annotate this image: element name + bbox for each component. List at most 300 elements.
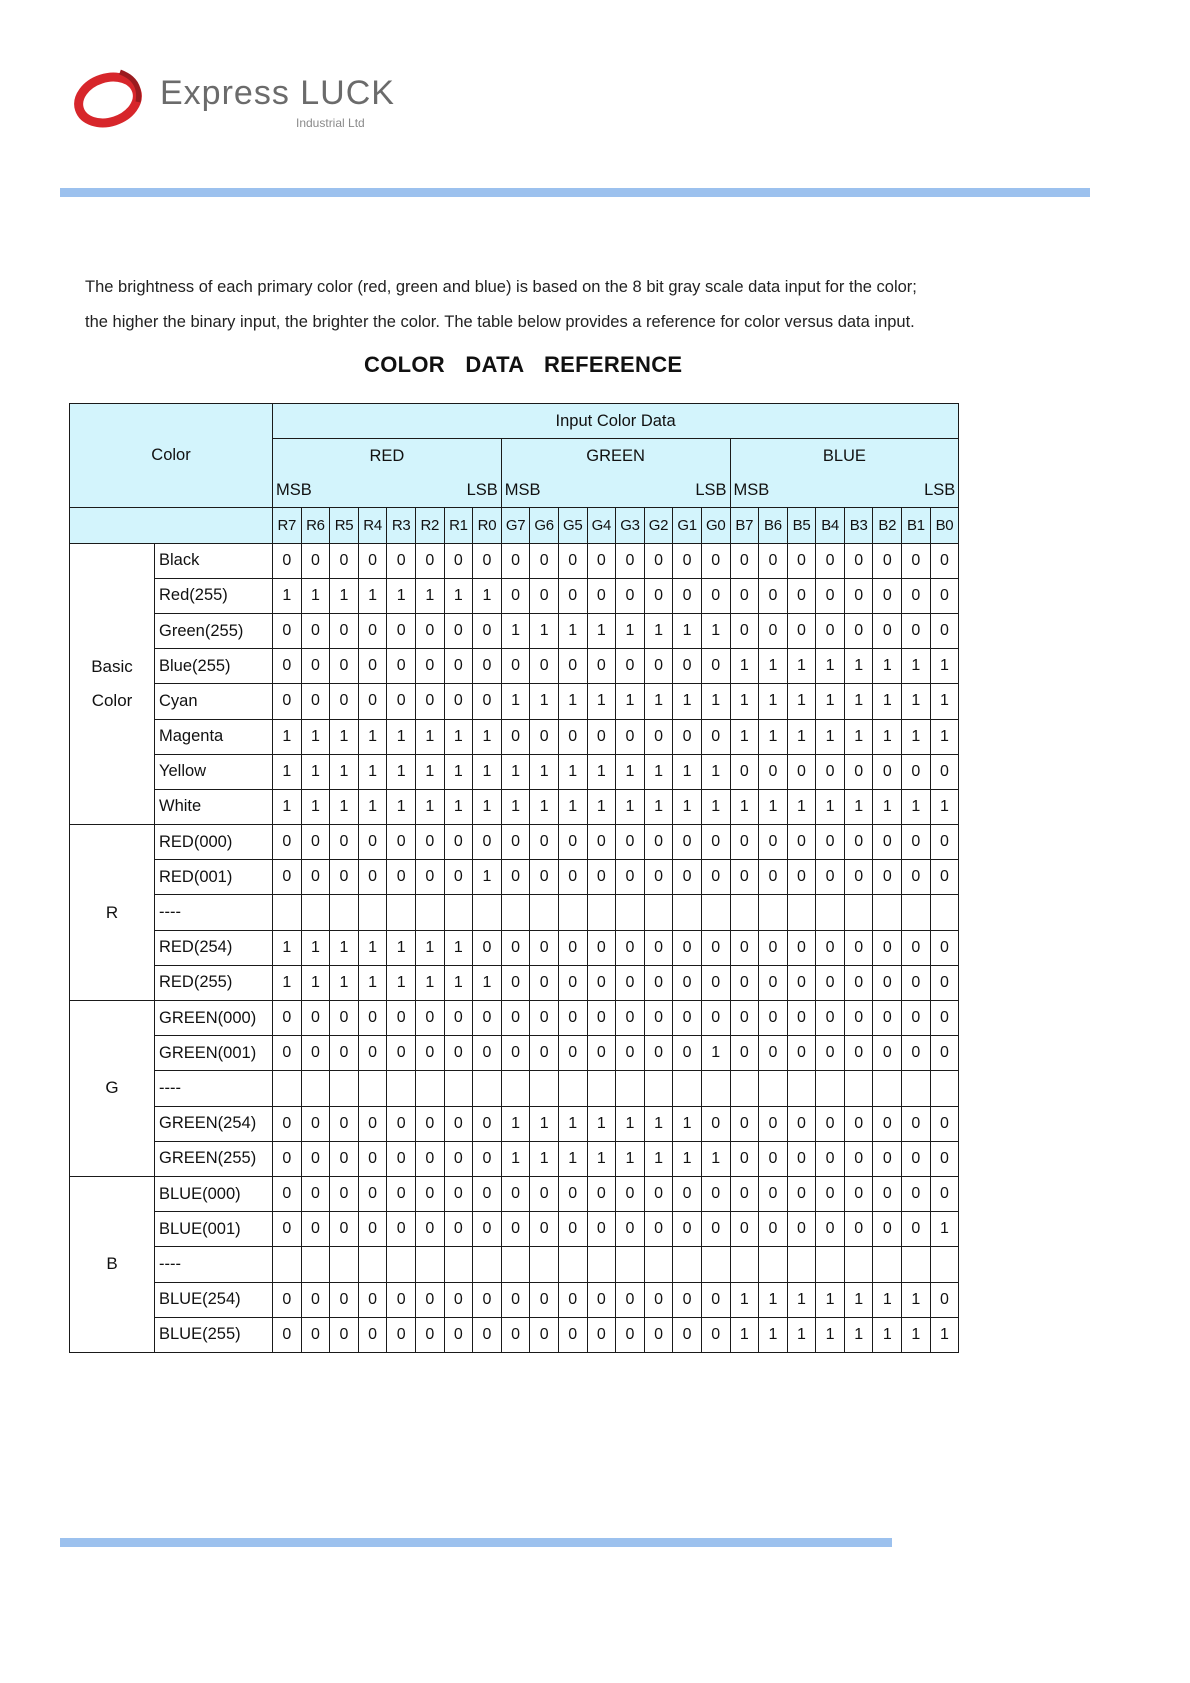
bit-value: 0	[501, 719, 530, 754]
bit-value: 0	[558, 1317, 587, 1352]
bit-value: 1	[301, 789, 330, 824]
bit-value: 0	[501, 825, 530, 860]
bit-value: 1	[587, 1141, 616, 1176]
bit-value: 1	[415, 754, 444, 789]
table-row	[70, 789, 959, 824]
footer-rule	[60, 1538, 892, 1547]
bit-value: 0	[902, 1001, 931, 1036]
bit-value: 1	[759, 684, 788, 719]
bit-value: 1	[444, 965, 473, 1000]
bit-value: 0	[844, 578, 873, 613]
bit-value: 0	[844, 1001, 873, 1036]
bit-value: 1	[701, 613, 730, 648]
bit-value: 0	[473, 1106, 502, 1141]
table-row	[70, 965, 959, 1000]
bit-value	[444, 1247, 473, 1282]
bit-value: 0	[301, 1106, 330, 1141]
bit-header-r7: R7	[273, 508, 302, 543]
bit-value: 1	[387, 719, 416, 754]
bit-value: 1	[501, 613, 530, 648]
bit-value	[844, 1247, 873, 1282]
bit-value: 1	[501, 684, 530, 719]
bit-value: 0	[301, 825, 330, 860]
bit-value: 0	[816, 1176, 845, 1211]
bit-value: 1	[701, 684, 730, 719]
bit-value: 1	[587, 789, 616, 824]
bit-value: 0	[330, 1106, 359, 1141]
bit-value: 0	[701, 825, 730, 860]
bit-value: 1	[873, 1317, 902, 1352]
bit-value: 1	[501, 789, 530, 824]
bit-header-b1: B1	[902, 508, 931, 543]
color-name: BLUE(001)	[155, 1212, 273, 1247]
table-row	[70, 1212, 959, 1247]
bit-value: 0	[330, 613, 359, 648]
bit-value: 0	[473, 684, 502, 719]
bit-value: 0	[701, 578, 730, 613]
bit-value: 0	[387, 825, 416, 860]
bit-value: 0	[730, 1212, 759, 1247]
color-name: RED(000)	[155, 825, 273, 860]
bit-value: 0	[273, 825, 302, 860]
table-row	[70, 1106, 959, 1141]
bit-value: 0	[930, 1176, 959, 1211]
bit-value: 1	[558, 1106, 587, 1141]
bit-value: 0	[616, 1176, 645, 1211]
bit-value: 1	[873, 719, 902, 754]
bit-value: 0	[444, 1036, 473, 1071]
bit-value: 1	[444, 789, 473, 824]
bit-value	[415, 1071, 444, 1106]
bit-value: 0	[558, 1001, 587, 1036]
bit-value: 1	[844, 719, 873, 754]
bit-value: 0	[930, 1141, 959, 1176]
bit-value: 0	[558, 1176, 587, 1211]
bit-value: 0	[387, 613, 416, 648]
bit-value: 0	[730, 613, 759, 648]
bit-value: 0	[358, 1317, 387, 1352]
bit-value: 1	[930, 719, 959, 754]
bit-value: 1	[358, 754, 387, 789]
bit-value: 0	[301, 860, 330, 895]
bit-value: 1	[816, 649, 845, 684]
bit-value: 0	[616, 1036, 645, 1071]
bit-value: 0	[930, 613, 959, 648]
bit-value: 0	[902, 965, 931, 1000]
color-name: GREEN(001)	[155, 1036, 273, 1071]
bit-value: 0	[759, 1001, 788, 1036]
bit-value: 1	[330, 719, 359, 754]
bit-value: 0	[558, 649, 587, 684]
bit-value: 1	[616, 789, 645, 824]
bit-value: 0	[273, 1141, 302, 1176]
bit-value: 1	[301, 965, 330, 1000]
bit-value	[787, 1071, 816, 1106]
bit-value: 1	[816, 719, 845, 754]
bit-value: 0	[415, 1176, 444, 1211]
bit-value: 1	[387, 789, 416, 824]
bit-value: 0	[301, 684, 330, 719]
bit-value: 1	[358, 930, 387, 965]
bit-value	[902, 1247, 931, 1282]
bit-value: 0	[644, 1036, 673, 1071]
bit-value: 1	[473, 578, 502, 613]
bit-value	[444, 895, 473, 930]
bit-value: 1	[530, 613, 559, 648]
bit-value	[530, 1247, 559, 1282]
bit-value: 1	[902, 1282, 931, 1317]
bit-value: 1	[501, 754, 530, 789]
bit-value: 0	[415, 1317, 444, 1352]
bit-value: 1	[473, 965, 502, 1000]
bit-value: 0	[330, 1212, 359, 1247]
bit-value: 0	[387, 1001, 416, 1036]
bit-value: 0	[701, 930, 730, 965]
table-row	[70, 578, 959, 613]
table-row	[70, 684, 959, 719]
bit-header-r4: R4	[358, 508, 387, 543]
bit-value: 0	[644, 1212, 673, 1247]
bit-value: 0	[844, 613, 873, 648]
bit-value: 0	[444, 1106, 473, 1141]
color-name: GREEN(000)	[155, 1001, 273, 1036]
bit-value: 0	[902, 825, 931, 860]
header-row-bits	[70, 508, 959, 543]
bit-value: 0	[730, 1036, 759, 1071]
bit-value: 0	[558, 825, 587, 860]
bit-value	[558, 1071, 587, 1106]
lsb-label: LSB	[466, 480, 498, 499]
bit-value: 0	[701, 543, 730, 578]
bit-value: 0	[415, 1282, 444, 1317]
bit-value: 1	[816, 1282, 845, 1317]
bit-value: 0	[358, 649, 387, 684]
bit-value: 1	[558, 613, 587, 648]
group-label-line: G	[105, 1078, 119, 1098]
bit-value: 0	[273, 1176, 302, 1211]
bit-value: 0	[930, 860, 959, 895]
bit-header-b7: B7	[730, 508, 759, 543]
bit-value: 0	[415, 543, 444, 578]
color-name: ----	[155, 895, 273, 930]
bit-value: 0	[844, 1036, 873, 1071]
bit-value: 1	[387, 754, 416, 789]
bit-value: 0	[902, 1141, 931, 1176]
bit-value	[415, 895, 444, 930]
bit-value: 1	[644, 754, 673, 789]
bit-value	[415, 1247, 444, 1282]
bit-value	[673, 895, 702, 930]
bit-value: 0	[358, 1282, 387, 1317]
bit-value: 0	[587, 860, 616, 895]
group-label	[70, 1176, 155, 1352]
bit-value: 0	[415, 825, 444, 860]
bit-value: 0	[902, 1036, 931, 1071]
bit-value: 0	[816, 1036, 845, 1071]
bit-value: 0	[701, 1001, 730, 1036]
msb-lsb-green	[501, 473, 730, 508]
bit-value: 1	[644, 684, 673, 719]
bit-value: 0	[873, 825, 902, 860]
bit-value: 0	[816, 1141, 845, 1176]
bit-value: 0	[701, 1106, 730, 1141]
bit-value: 1	[730, 1317, 759, 1352]
msb-lsb-red	[273, 473, 502, 508]
bit-value: 0	[415, 1106, 444, 1141]
bit-value: 0	[844, 1106, 873, 1141]
bit-value: 1	[759, 649, 788, 684]
bit-value: 1	[701, 789, 730, 824]
bit-value: 0	[301, 1176, 330, 1211]
bit-value	[701, 895, 730, 930]
bit-value: 1	[558, 789, 587, 824]
bit-value: 0	[873, 613, 902, 648]
bit-value: 1	[530, 1106, 559, 1141]
bit-value: 0	[673, 578, 702, 613]
bit-value: 1	[844, 684, 873, 719]
bit-value: 0	[444, 1001, 473, 1036]
color-name: ----	[155, 1247, 273, 1282]
bit-value: 1	[730, 719, 759, 754]
bit-value	[730, 1071, 759, 1106]
table-row	[70, 1317, 959, 1352]
bit-value: 1	[616, 754, 645, 789]
bit-value: 0	[501, 649, 530, 684]
bit-value: 1	[358, 578, 387, 613]
bit-value: 1	[587, 684, 616, 719]
bit-value	[273, 1247, 302, 1282]
bit-value: 0	[387, 1036, 416, 1071]
bit-value: 0	[558, 930, 587, 965]
bit-value: 0	[902, 1176, 931, 1211]
table-row	[70, 1036, 959, 1071]
bit-value	[330, 1071, 359, 1106]
bit-value: 1	[273, 930, 302, 965]
bit-value: 0	[644, 860, 673, 895]
bit-value: 1	[473, 789, 502, 824]
bit-value	[930, 1247, 959, 1282]
bit-header-g2: G2	[644, 508, 673, 543]
bit-value: 0	[902, 613, 931, 648]
bit-value: 0	[330, 649, 359, 684]
color-data-table	[69, 403, 959, 1353]
bit-value: 0	[616, 965, 645, 1000]
bit-value: 0	[873, 754, 902, 789]
bit-value: 0	[587, 1176, 616, 1211]
bit-value: 0	[673, 825, 702, 860]
color-name: Yellow	[155, 754, 273, 789]
table-row	[70, 1282, 959, 1317]
color-name: BLUE(255)	[155, 1317, 273, 1352]
table-row	[70, 1176, 959, 1211]
bit-value: 0	[759, 1176, 788, 1211]
bit-value: 1	[730, 649, 759, 684]
bit-value	[473, 895, 502, 930]
bit-value: 0	[501, 1317, 530, 1352]
bit-value: 0	[301, 1001, 330, 1036]
bit-value: 0	[930, 1282, 959, 1317]
table-row	[70, 543, 959, 578]
bit-value: 1	[530, 1141, 559, 1176]
bit-value: 1	[673, 1141, 702, 1176]
bit-value: 0	[616, 1001, 645, 1036]
bit-value: 0	[873, 543, 902, 578]
bit-value: 0	[444, 649, 473, 684]
table-row	[70, 613, 959, 648]
bit-value	[673, 1071, 702, 1106]
bit-value: 0	[673, 1212, 702, 1247]
bit-value: 0	[873, 1176, 902, 1211]
bit-value: 0	[816, 930, 845, 965]
bit-value: 0	[358, 1036, 387, 1071]
bit-value: 1	[787, 1282, 816, 1317]
bit-value: 0	[473, 1176, 502, 1211]
bit-value: 0	[759, 613, 788, 648]
table-row	[70, 895, 959, 930]
bit-value	[644, 1247, 673, 1282]
bit-value: 1	[673, 754, 702, 789]
bit-value	[730, 895, 759, 930]
bit-value: 0	[730, 1176, 759, 1211]
bit-value: 0	[873, 930, 902, 965]
bit-value: 0	[558, 965, 587, 1000]
bit-value	[358, 895, 387, 930]
bit-value: 1	[873, 1282, 902, 1317]
color-name: ----	[155, 1071, 273, 1106]
bit-value	[501, 1071, 530, 1106]
group-label-line: Basic	[91, 656, 133, 676]
bit-value: 0	[501, 1001, 530, 1036]
bit-value: 0	[701, 719, 730, 754]
logo-swoosh-icon	[72, 66, 152, 136]
bit-value: 0	[673, 1001, 702, 1036]
bit-value: 1	[501, 1141, 530, 1176]
bit-value	[330, 895, 359, 930]
bit-value: 0	[930, 965, 959, 1000]
bit-value: 1	[644, 1106, 673, 1141]
bit-value: 1	[444, 578, 473, 613]
bit-value: 1	[759, 1317, 788, 1352]
bit-value: 0	[873, 860, 902, 895]
bit-value: 0	[730, 543, 759, 578]
bit-value: 0	[415, 1036, 444, 1071]
bit-value: 0	[273, 1106, 302, 1141]
bit-value: 1	[330, 930, 359, 965]
bit-value: 0	[444, 613, 473, 648]
bit-value	[301, 1071, 330, 1106]
group-label-line: Color	[91, 690, 133, 710]
bit-value: 0	[387, 1176, 416, 1211]
bit-value: 0	[816, 860, 845, 895]
bit-value	[816, 895, 845, 930]
bit-value	[644, 1071, 673, 1106]
bit-value: 0	[358, 860, 387, 895]
bit-value: 0	[644, 1317, 673, 1352]
color-name: BLUE(254)	[155, 1282, 273, 1317]
bit-value: 1	[330, 578, 359, 613]
bit-value: 1	[930, 649, 959, 684]
bit-value: 0	[587, 1036, 616, 1071]
bit-value: 0	[930, 578, 959, 613]
bit-value	[387, 1247, 416, 1282]
bit-value: 0	[587, 1317, 616, 1352]
bit-value: 0	[930, 1036, 959, 1071]
bit-value: 0	[558, 578, 587, 613]
color-name: Red(255)	[155, 578, 273, 613]
bit-value: 1	[902, 649, 931, 684]
bit-value: 1	[816, 1317, 845, 1352]
bit-value: 0	[387, 860, 416, 895]
bit-value: 0	[730, 825, 759, 860]
bit-value: 0	[501, 860, 530, 895]
bit-value: 1	[301, 930, 330, 965]
bit-value: 0	[673, 1036, 702, 1071]
bit-value: 1	[415, 719, 444, 754]
bit-value	[587, 1071, 616, 1106]
lsb-label: LSB	[695, 480, 727, 499]
bit-value: 1	[644, 789, 673, 824]
bit-value	[930, 895, 959, 930]
bit-value: 1	[301, 754, 330, 789]
bit-value: 0	[444, 1212, 473, 1247]
bit-value	[558, 895, 587, 930]
bit-value: 0	[644, 965, 673, 1000]
bit-value: 1	[273, 754, 302, 789]
intro-text	[85, 270, 1085, 340]
bit-header-r3: R3	[387, 508, 416, 543]
bit-value: 1	[787, 719, 816, 754]
bit-value: 0	[844, 930, 873, 965]
bit-value: 0	[873, 1141, 902, 1176]
bit-value: 0	[415, 613, 444, 648]
bit-value: 0	[558, 1282, 587, 1317]
color-name: GREEN(255)	[155, 1141, 273, 1176]
table-row	[70, 1001, 959, 1036]
bit-value: 1	[558, 684, 587, 719]
msb-label: MSB	[276, 480, 312, 499]
bit-value	[616, 1071, 645, 1106]
bit-value	[816, 1071, 845, 1106]
bit-value	[787, 1247, 816, 1282]
table-row	[70, 719, 959, 754]
bit-value	[673, 1247, 702, 1282]
bit-value: 0	[473, 1036, 502, 1071]
bit-value: 0	[530, 1282, 559, 1317]
bit-value	[701, 1071, 730, 1106]
bit-value: 0	[473, 649, 502, 684]
bit-value: 1	[444, 930, 473, 965]
bit-value: 1	[387, 578, 416, 613]
bit-value: 0	[759, 578, 788, 613]
bit-value: 0	[387, 1282, 416, 1317]
bit-value: 1	[701, 1036, 730, 1071]
bit-value	[501, 1247, 530, 1282]
bit-value: 0	[930, 930, 959, 965]
bit-value: 0	[444, 1317, 473, 1352]
group-label-line: B	[106, 1254, 118, 1274]
group-label-line: R	[105, 902, 119, 922]
bit-value: 0	[730, 860, 759, 895]
bit-value: 1	[844, 1317, 873, 1352]
bit-value: 0	[787, 613, 816, 648]
bit-value: 1	[902, 684, 931, 719]
bit-value: 0	[644, 1001, 673, 1036]
bit-value: 0	[616, 1282, 645, 1317]
color-name: Cyan	[155, 684, 273, 719]
bit-value: 0	[644, 578, 673, 613]
bit-value: 1	[587, 1106, 616, 1141]
bit-value: 0	[530, 825, 559, 860]
